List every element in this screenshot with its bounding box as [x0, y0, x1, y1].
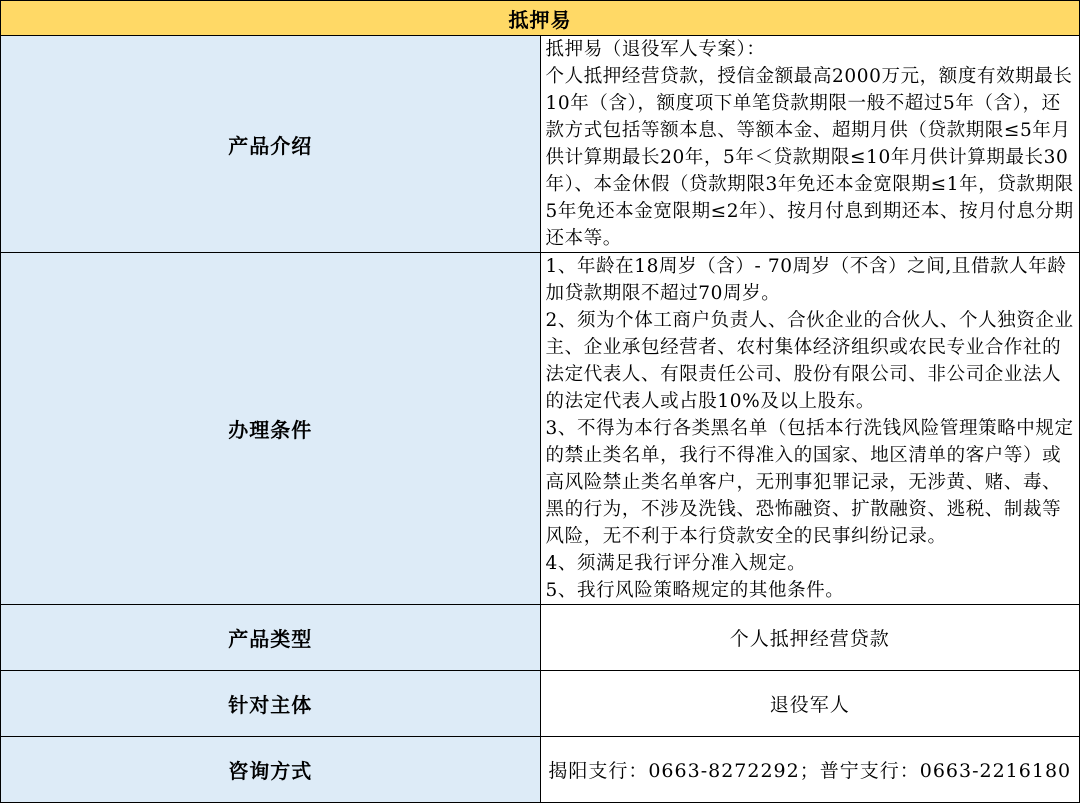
contact-value: 揭阳支行：0663-8272292；普宁支行：0663-2216180	[540, 737, 1080, 803]
row-contact	[1, 737, 1080, 803]
condition-item: 1、年龄在18周岁（含）- 70周岁（不含）之间,且借款人年龄加贷款期限不超过70周岁。	[545, 256, 1067, 304]
condition-item: 2、须为个体工商户负责人、合伙企业的合伙人、个人独资企业主、企业承包经营者、农村集体经济组织或农民专业合作社的法定代表人、有限责任公司、股份有限公司、非公司企业法人的法定代表人或占股10%及以上股东。	[545, 310, 1074, 412]
intro-content	[540, 36, 1080, 253]
product-title: 抵押易	[1, 1, 1080, 36]
intro-label: 产品介绍	[1, 36, 541, 253]
conditions-label: 办理条件	[1, 253, 541, 605]
row-target	[1, 671, 1080, 737]
condition-item: 3、不得为本行各类黑名单（包括本行洗钱风险管理策略中规定的禁止类名单，我行不得准入的国家、地区清单的客户等）或高风险禁止类名单客户，无刑事犯罪记录，无涉黄、赌、毒、黑的行为，不涉及洗钱、恐怖融资、扩散融资、逃税、制裁等风险，无不利于本行贷款安全的民事纠纷记录。	[545, 418, 1074, 547]
title-row	[1, 1, 1080, 36]
row-intro	[1, 36, 1080, 253]
product-type-label: 产品类型	[1, 605, 541, 671]
target-label: 针对主体	[1, 671, 541, 737]
condition-item: 4、须满足我行评分准入规定。	[545, 553, 807, 574]
target-value: 退役军人	[540, 671, 1080, 737]
row-conditions	[1, 253, 1080, 605]
intro-line: 抵押易（退役军人专案）：	[545, 39, 766, 60]
intro-line: 个人抵押经营贷款，授信金额最高2000万元，额度有效期最长10年（含），额度项下单笔贷款期限一般不超过5年（含），还款方式包括等额本息、等额本金、超期月供（贷款期限≤5年月供计算期最长20年，5年＜贷款期限≤10年月供计算期最长30年）、本金休假（贷款期限3年免还本金宽限期≤1年，贷款期限5年免还本金宽限期≤2年）、按月付息到期还本、按月付息分期还本等。	[545, 66, 1074, 249]
product-type-value: 个人抵押经营贷款	[540, 605, 1080, 671]
condition-item: 5、我行风险策略规定的其他条件。	[545, 580, 845, 601]
row-product-type	[1, 605, 1080, 671]
contact-label: 咨询方式	[1, 737, 541, 803]
conditions-content	[540, 253, 1080, 605]
